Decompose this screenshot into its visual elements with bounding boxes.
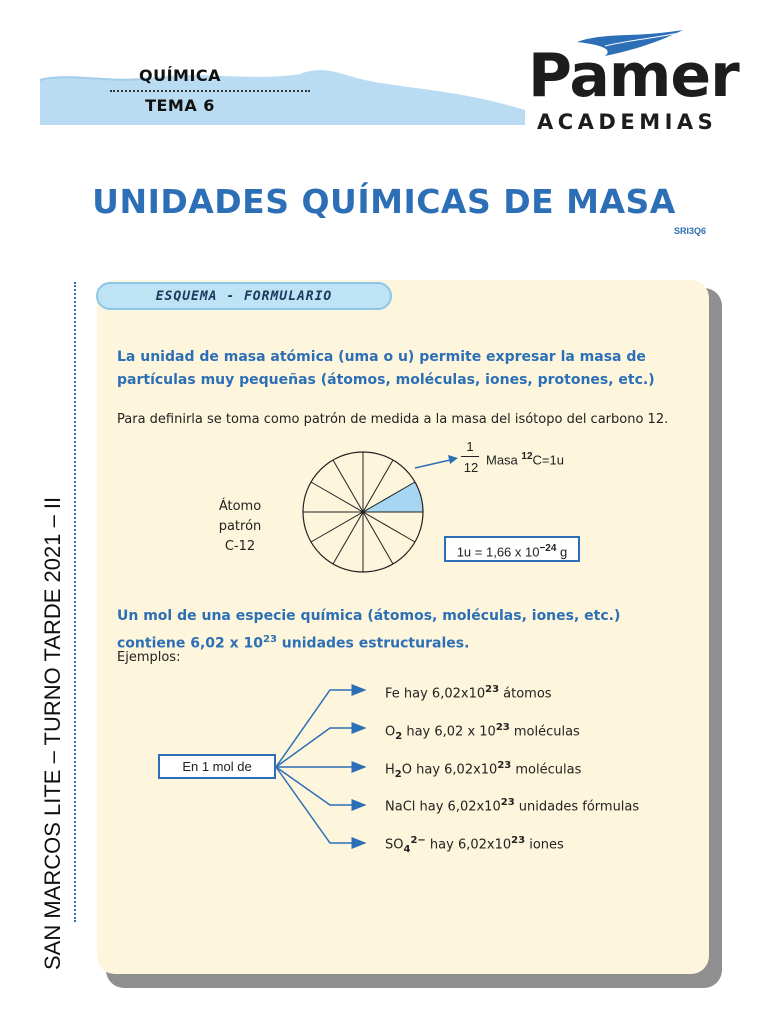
panel-tab-label: ESQUEMA - FORMULARIO	[155, 289, 333, 304]
ex-exponent: 23	[497, 760, 512, 771]
mass-superscript: 12	[521, 451, 533, 462]
mass-suffix: C=1u	[532, 452, 564, 468]
ex-subscript: 2	[394, 768, 402, 780]
panel-tab	[96, 282, 392, 310]
ex-charge: 2−	[410, 835, 426, 846]
logo-wordmark: Pamer	[528, 41, 739, 111]
example-fe	[385, 682, 552, 701]
atom-standard-label	[200, 497, 280, 557]
header-divider	[110, 90, 310, 92]
amu-prefix: 1u = 1,66 x 10	[456, 544, 540, 560]
ex-text: hay 6,02x10	[425, 837, 512, 853]
mol-text-b: unidades estructurales.	[276, 635, 470, 652]
ex-exponent: 23	[511, 835, 526, 846]
intro-paragraph: La unidad de masa atómica (uma o u) permite expresar la masa de partículas muy pequeñas (átomos, moléculas, iones, protones, etc.)	[117, 349, 655, 388]
fraction-numerator: 1	[466, 439, 474, 454]
amu-unit: g	[556, 544, 568, 560]
atom-label-line-1: Átomo patrón	[218, 499, 262, 534]
ex-text: H	[385, 762, 395, 778]
ex-text: hay 6,02 x 10	[402, 724, 496, 740]
examples-label: Ejemplos:	[117, 650, 181, 665]
example-o2	[385, 720, 580, 742]
ex-text: iones	[525, 837, 564, 853]
logo-subtitle: ACADEMIAS	[537, 110, 718, 134]
ex-exponent: 23	[500, 797, 515, 808]
ex-exponent: 23	[485, 684, 500, 695]
amu-value-box	[444, 536, 580, 562]
fraction-denominator: 12	[463, 460, 479, 475]
ex-text: Fe hay 6,02x10	[385, 686, 486, 702]
topic-label: TEMA 6	[145, 96, 215, 115]
ex-text: O hay 6,02x10	[401, 762, 498, 778]
ex-subscript: 2	[395, 730, 403, 742]
mol-exponent: 23	[263, 634, 277, 645]
subject-label: QUÍMICA	[138, 66, 222, 85]
side-vertical-label: SAN MARCOS LITE – TURNO TARDE 2021 – II	[40, 496, 65, 970]
mol-box: En 1 mol de	[158, 754, 276, 779]
amu-exponent: −24	[539, 543, 557, 554]
ex-text: unidades fórmulas	[514, 799, 640, 815]
mass-c12-text	[486, 451, 564, 467]
ex-text: O	[385, 724, 396, 740]
mol-paragraph	[117, 605, 687, 656]
mass-prefix: Masa	[486, 452, 522, 468]
definition-text: Para definirla se toma como patrón de medida a la masa del isótopo del carbono 12.	[117, 412, 669, 427]
ex-exponent: 23	[495, 722, 510, 733]
atom-pie-diagram	[300, 440, 460, 580]
ex-text: moléculas	[509, 724, 580, 740]
ex-text: átomos	[499, 686, 552, 702]
atom-label-line-2: C-12	[224, 539, 256, 554]
page-title: UNIDADES QUÍMICAS DE MASA	[92, 182, 676, 221]
example-nacl	[385, 795, 639, 814]
ex-subscript: 4	[403, 843, 411, 855]
ex-text: moléculas	[511, 762, 582, 778]
mol-text-a: Un mol de una especie química (átomos, moléculas, iones, etc.) contiene 6,02 x 10	[117, 608, 621, 652]
example-h2o	[385, 758, 581, 780]
side-dotted-line	[74, 282, 76, 922]
example-so4	[385, 833, 564, 855]
page-code: SRI3Q6	[673, 226, 706, 236]
fraction-bar	[461, 456, 479, 457]
ex-text: SO	[385, 837, 404, 853]
ex-text: NaCl hay 6,02x10	[385, 799, 501, 815]
